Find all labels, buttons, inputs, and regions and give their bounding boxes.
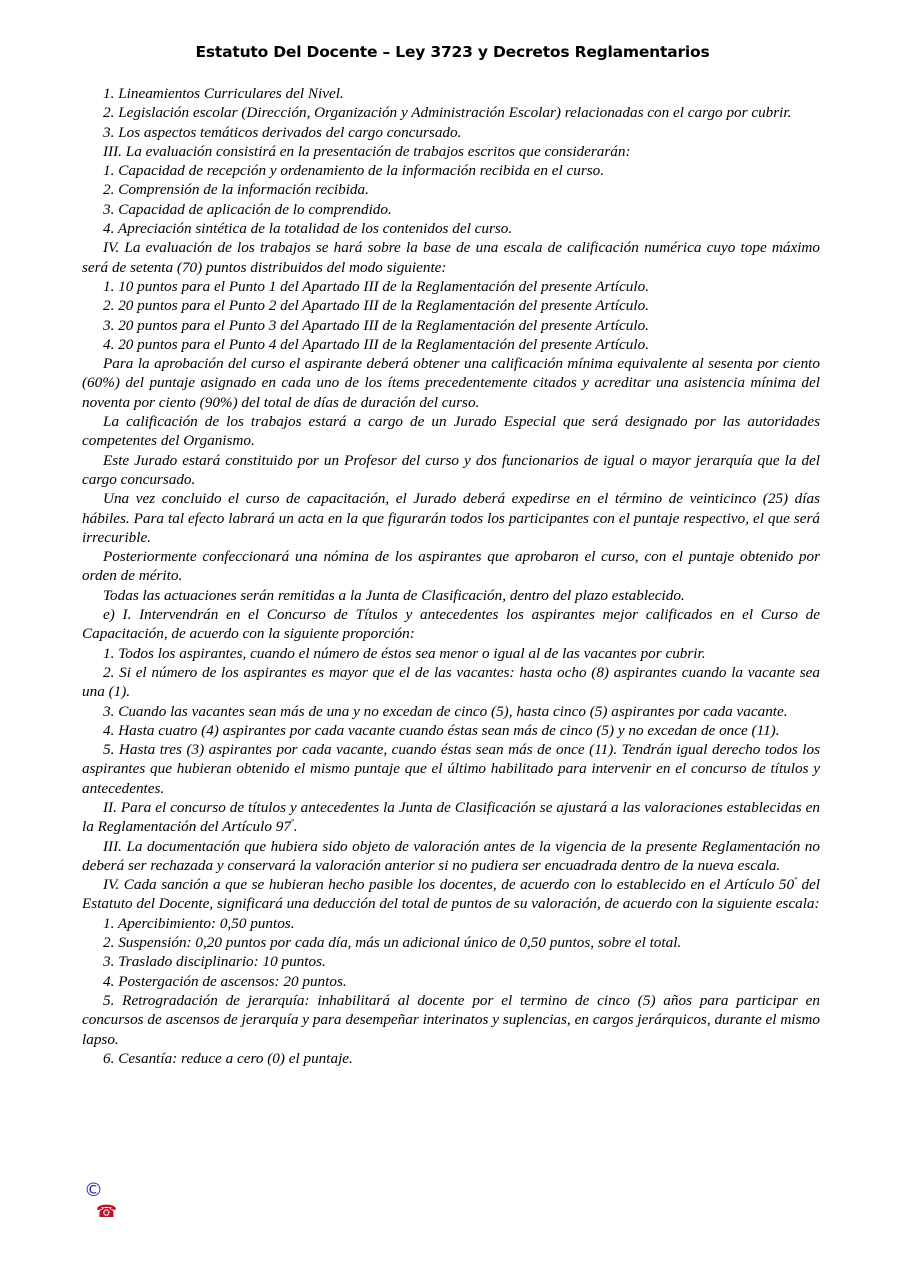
paragraph: Este Jurado estará constituido por un Profesor del curso y dos funcionarios de igual o mayor jerarquía que la del cargo concursado. <box>82 451 820 488</box>
paragraph: 2. Suspensión: 0,20 puntos por cada día, más un adicional único de 0,50 puntos, sobre el total. <box>103 934 682 952</box>
paragraph: 2. 20 puntos para el Punto 2 del Apartado III de la Reglamentación del presente Artículo. <box>103 297 649 315</box>
paragraph: 3. Capacidad de aplicación de lo comprendido. <box>103 200 392 218</box>
paragraph: 6. Cesantía: reduce a cero (0) el puntaje. <box>103 1049 353 1067</box>
paragraph: 1. Capacidad de recepción y ordenamiento de la información recibida en el curso. <box>103 162 605 180</box>
telephone-icon: ☎ <box>96 1202 118 1222</box>
paragraph: 4. 20 puntos para el Punto 4 del Apartado III de la Reglamentación del presente Artículo. <box>103 335 649 353</box>
paragraph: 3. Traslado disciplinario: 10 puntos. <box>103 953 326 971</box>
page-header: Estatuto Del Docente – Ley 3723 y Decretos Reglamentarios <box>195 43 710 61</box>
paragraph: Todas las actuaciones serán remitidas a la Junta de Clasificación, dentro del plazo establecido. <box>103 586 685 604</box>
paragraph: 1. Todos los aspirantes, cuando el número de éstos sea menor o igual al de las vacantes por cubrir. <box>103 644 706 662</box>
document-body <box>82 84 820 1068</box>
paragraph: Una vez concluido el curso de capacitación, el Jurado deberá expedirse en el término de veinticinco (25) días hábiles. Para tal efecto labrará un acta en la que figurarán todos los participantes con el puntaje respectivo, el que será irrecurible. <box>82 490 820 546</box>
ordinal-indicator: º <box>794 875 797 886</box>
paragraph: La calificación de los trabajos estará a cargo de un Jurado Especial que será designado por las autoridades competentes del Organismo. <box>82 413 820 450</box>
paragraph: 1. Lineamientos Curriculares del Nivel. <box>103 85 344 102</box>
paragraph: 2. Comprensión de la información recibida. <box>103 181 369 199</box>
copyright-icon: © <box>84 1179 103 1201</box>
paragraph: 3. Los aspectos temáticos derivados del cargo concursado. <box>103 123 462 141</box>
paragraph: 2. Si el número de los aspirantes es mayor que el de las vacantes: hasta ocho (8) aspirantes cuando la vacante sea una (1). <box>82 663 820 701</box>
paragraph: Para la aprobación del curso el aspirante deberá obtener una calificación mínima equivalente al sesenta por ciento (60%) del puntaje asignado en cada uno de los ítems precedentemente citados y acreditar una asistencia mínima del noventa por ciento (90%) del total de días de duración del curso. <box>82 355 820 411</box>
paragraph: 1. 10 puntos para el Punto 1 del Apartado III de la Reglamentación del presente Artículo. <box>103 277 649 295</box>
paragraph: 4. Postergación de ascensos: 20 puntos. <box>103 972 347 990</box>
paragraph: 5. Hasta tres (3) aspirantes por cada vacante, cuando éstas sean más de once (11). Tendrán igual derecho todos los aspirantes que hubieran obtenido el mismo puntaje que el último habilitado para intervenir en el concurso de títulos y antecedentes. <box>82 741 820 797</box>
copyright-row <box>84 1180 117 1200</box>
paragraph: 3. 20 puntos para el Punto 3 del Apartado III de la Reglamentación del presente Artículo. <box>103 316 649 334</box>
paragraph: 1. Apercibimiento: 0,50 puntos. <box>103 914 295 932</box>
ordinal-indicator: º <box>290 817 294 828</box>
paragraph: Posteriormente confeccionará una nómina de los aspirantes que aprobaron el curso, con el puntaje obtenido por orden de mérito. <box>82 548 820 585</box>
paragraph: II. Para el concurso de títulos y antecedentes la Junta de Clasificación se ajustará a las valoraciones establecidas en la Reglamentación del Artículo $97^º$. <box>82 798 820 836</box>
paragraph: 2. Legislación escolar (Dirección, Organización y Administración Escolar) relacionadas con el cargo por cubrir. <box>103 104 792 122</box>
paragraph: 5. Retrogradación de jerarquía: inhabilitará al docente por el termino de cinco (5) años para participar en concursos de ascensos de jerarquía y para desempeñar interinatos y suplencias, en cargos jerárquicos, durante el mismo lapso. <box>82 991 820 1048</box>
paragraph: III. La evaluación consistirá en la presentación de trabajos escritos que considerarán: <box>103 142 631 160</box>
paragraph: 3. Cuando las vacantes sean más de una y no excedan de cinco (5), hasta cinco (5) aspirantes por cada vacante. <box>103 702 788 720</box>
paragraph: IV. La evaluación de los trabajos se hará sobre la base de una escala de calificación numérica cuyo tope máximo será de setenta (70) puntos distribuidos del modo siguiente: <box>82 239 820 276</box>
paragraph: III. La documentación que hubiera sido objeto de valoración antes de la vigencia de la presente Reglamentación no deberá ser rechazada y conservará la valoración anterior si no pudiera ser encuadrada dentro de la nueva escala. <box>82 837 820 874</box>
page-footer <box>84 1180 117 1222</box>
paragraph: e) I. Intervendrán en el Concurso de Títulos y antecedentes los aspirantes mejor calificados en el Curso de Capacitación, de acuerdo con la siguiente proporción: <box>82 606 820 643</box>
paragraph: 4. Apreciación sintética de la totalidad de los contenidos del curso. <box>103 220 513 238</box>
paragraph: 4. Hasta cuatro (4) aspirantes por cada vacante cuando éstas sean más de cinco (5) y no excedan de once (11). <box>103 721 780 739</box>
phone-row <box>84 1202 117 1222</box>
paragraph: IV. Cada sanción a que se hubieran hecho pasible los docentes, de acuerdo con lo establecido en el Artículo $50^º$ del Estatuto del Docente, significará una deducción del total de puntos de su valoración, de acuerdo con la siguiente escala: <box>82 875 820 913</box>
